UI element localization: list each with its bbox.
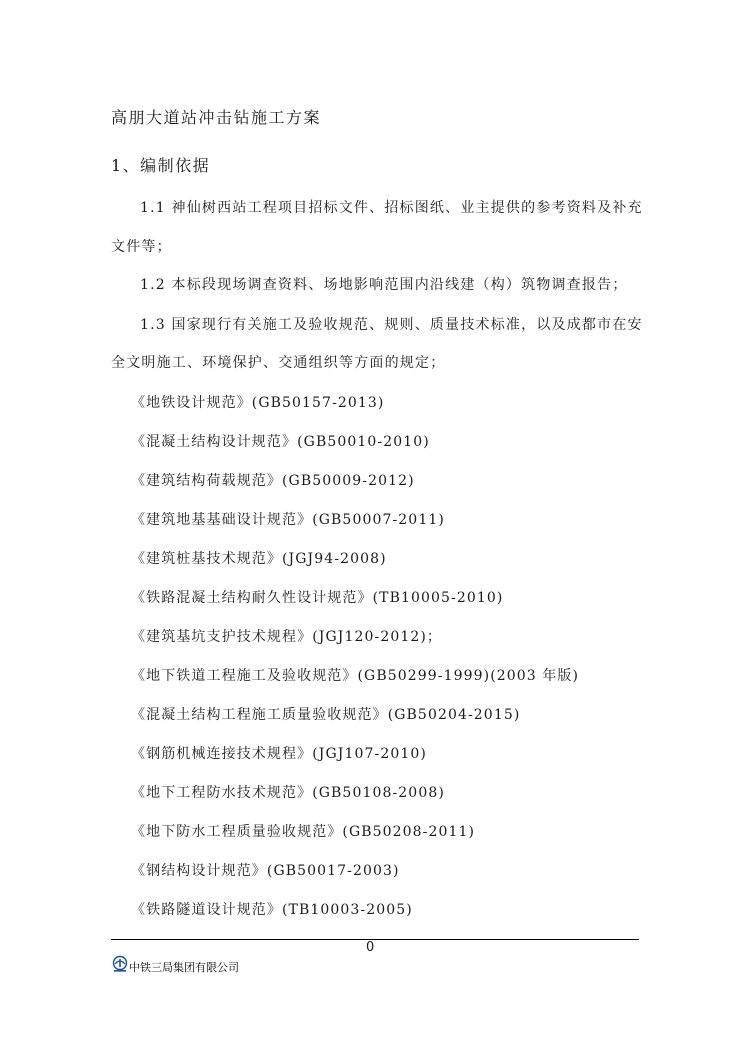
reference-item: 《铁路混凝土结构耐久性设计规范》(TB10005-2010) <box>131 590 504 606</box>
company-name: 中铁三局集团有限公司 <box>129 961 239 974</box>
reference-item: 《混凝土结构设计规范》(GB50010-2010) <box>131 434 430 450</box>
reference-item: 《铁路隧道设计规范》(TB10003-2005) <box>131 902 413 918</box>
paragraph-1-line-1: 1.1 神仙树西站工程项目招标文件、招标图纸、业主提供的参考资料及补充 <box>140 200 643 216</box>
paragraph-1-line-2: 文件等； <box>111 239 172 255</box>
paragraph-3-line-2: 全文明施工、环境保护、交通组织等方面的规定； <box>111 355 446 371</box>
document-title: 高朋大道站冲击钻施工方案 <box>111 108 322 127</box>
reference-item: 《建筑结构荷载规范》(GB50009-2012) <box>131 473 415 489</box>
reference-item: 《建筑基坑支护技术规程》(JGJ120-2012)； <box>131 629 443 645</box>
china-railway-logo-icon <box>111 955 129 973</box>
paragraph-2: 1.2 本标段现场调查资料、场地影响范围内沿线建（构）筑物调查报告； <box>140 277 628 293</box>
footer-divider <box>111 939 639 940</box>
reference-item: 《地铁设计规范》(GB50157-2013) <box>131 395 385 411</box>
reference-item: 《钢结构设计规范》(GB50017-2003) <box>131 863 400 879</box>
section-heading: 1、编制依据 <box>111 156 211 175</box>
page-number: 0 <box>366 940 375 955</box>
reference-item: 《地下防水工程质量验收规范》(GB50208-2011) <box>131 824 476 840</box>
reference-item: 《地下铁道工程施工及验收规范》(GB50299-1999)(2003 年版) <box>131 668 580 684</box>
reference-item: 《建筑地基基础设计规范》(GB50007-2011) <box>131 512 445 528</box>
reference-item: 《建筑桩基技术规范》(JGJ94-2008) <box>131 551 387 567</box>
paragraph-3-line-1: 1.3 国家现行有关施工及验收规范、规则、质量技术标准，以及成都市在安 <box>140 317 643 333</box>
reference-item: 《地下工程防水技术规范》(GB50108-2008) <box>131 785 445 801</box>
reference-item: 《混凝土结构工程施工质量验收规范》(GB50204-2015) <box>131 707 521 723</box>
reference-item: 《钢筋机械连接技术规程》(JGJ107-2010) <box>131 746 427 762</box>
